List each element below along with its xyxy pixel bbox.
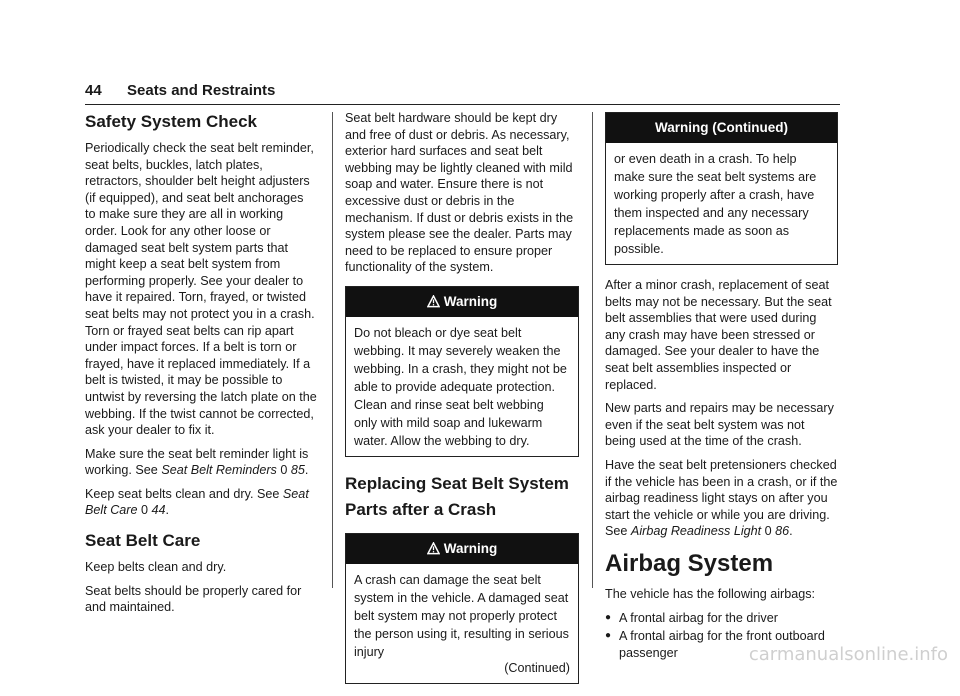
- warning-text: Do not bleach or dye seat belt webbing. It may severely weaken the webbing. In a crash, they might not be able to provide adequate protection. Clean and rinse seat belt webbing only with mild soap and lukewarm water. Allow the webbing to dry.: [354, 325, 567, 448]
- column-2: [345, 110, 579, 696]
- column-3: [605, 110, 838, 663]
- heading-seat-belt-care: Seat Belt Care: [85, 531, 201, 551]
- warning-text: A crash can damage the seat belt system in the vehicle. A damaged seat belt system may not properly protect the person using it, resulting in serious injury (Continued): [354, 572, 570, 675]
- paragraph: Periodically check the seat belt reminder, seat belts, buckles, latch plates, retractors, shoulder belt height adjusters (if equipped), and seat belt anchorages to make sure they are all in working order. Look for any other loose or damaged seat belt system parts that might keep a seat belt system from performing properly. See your dealer to have it repaired. Torn, frayed, or twisted seat belts may not protect you in a crash. Torn or frayed seat belts can rip apart under impact forces. If a belt is torn or frayed, have it replaced immediately. If a belt is twisted, it may be possible to untwist by reversing the latch plate on the webbing. If the twist cannot be corrected, ask your dealer to fix it.: [85, 141, 317, 438]
- paragraph: Seat belt hardware should be kept dry and free of dust or debris. As necessary, exterior hard surfaces and seat belt webbing may be lightly cleaned with mild soap and water. Ensure there is not excessive dust or debris in the mechanism. If dust or debris exists in the system please see the dealer. Parts may need to be replaced to ensure proper functionality of the system.: [345, 111, 574, 275]
- warning-header: Warning: [346, 534, 578, 564]
- link-airbag-readiness-light[interactable]: Airbag Readiness Light: [630, 524, 762, 539]
- warning-box: [345, 533, 579, 684]
- list-item: ● A frontal airbag for the driver: [605, 610, 778, 625]
- warning-box-continued: [605, 112, 838, 265]
- warning-text: or even death in a crash. To help make sure the seat belt systems are working properly after a crash, have them inspected and any necessary replacements made as soon as possible.: [614, 152, 817, 256]
- page-ref-number[interactable]: 85: [290, 463, 305, 478]
- page-ref-icon: 0: [141, 503, 149, 518]
- watermark: carmanualsonline.info: [748, 644, 948, 665]
- paragraph: Keep belts clean and dry.: [85, 560, 227, 575]
- bullet-icon: ●: [605, 611, 612, 623]
- bullet-icon: ●: [605, 630, 612, 642]
- heading-safety-system-check: Safety System Check: [85, 112, 257, 131]
- link-seat-belt-care[interactable]: Seat Belt Care: [85, 486, 309, 518]
- paragraph: The vehicle has the following airbags:: [605, 586, 816, 601]
- column-divider: [332, 112, 333, 588]
- column-divider: [592, 112, 593, 588]
- warning-box: [345, 286, 579, 457]
- section-title: Seats and Restraints: [127, 82, 276, 99]
- paragraph: Keep seat belts clean and dry. See Seat Belt Care 0 44.: [85, 486, 309, 518]
- paragraph: New parts and repairs may be necessary even if the seat belt system was not being used at the time of the crash.: [605, 401, 834, 449]
- paragraph: After a minor crash, replacement of seat belts may not be necessary. But the seat belt assemblies that were used during any crash may have been stressed or damaged. See your dealer to have the seat belt assemblies inspected or replaced.: [605, 278, 832, 392]
- paragraph: Make sure the seat belt reminder light is working. See Seat Belt Reminders 0 85.: [85, 446, 309, 478]
- page-ref-number[interactable]: 44: [151, 503, 166, 518]
- column-1: [85, 110, 317, 623]
- paragraph: Have the seat belt pretensioners checked if the vehicle has been in a crash, or if the airbag readiness light stays on after you start the vehicle or while you are driving. See Airbag Readiness Light 0 86.: [605, 457, 838, 539]
- warning-header: Warning (Continued): [606, 113, 837, 143]
- page-ref-icon: 0: [280, 463, 288, 478]
- warning-header: Warning: [346, 287, 578, 317]
- heading-replacing-seat-belt-parts: Replacing Seat Belt System Parts after a Crash: [345, 473, 569, 519]
- paragraph: Seat belts should be properly cared for and maintained.: [85, 583, 302, 615]
- warning-triangle-icon: [427, 536, 440, 566]
- page-ref-number[interactable]: 86: [775, 524, 790, 539]
- link-seat-belt-reminders[interactable]: Seat Belt Reminders: [161, 463, 277, 478]
- list-item: ● A frontal airbag for the front outboard passenger: [605, 629, 825, 660]
- page-number: 44: [85, 82, 102, 99]
- warning-triangle-icon: [427, 289, 440, 319]
- continued-label: (Continued): [504, 660, 570, 675]
- page-ref-icon: 0: [764, 524, 772, 539]
- heading-airbag-system: Airbag System: [605, 549, 774, 577]
- page-header: [85, 82, 840, 105]
